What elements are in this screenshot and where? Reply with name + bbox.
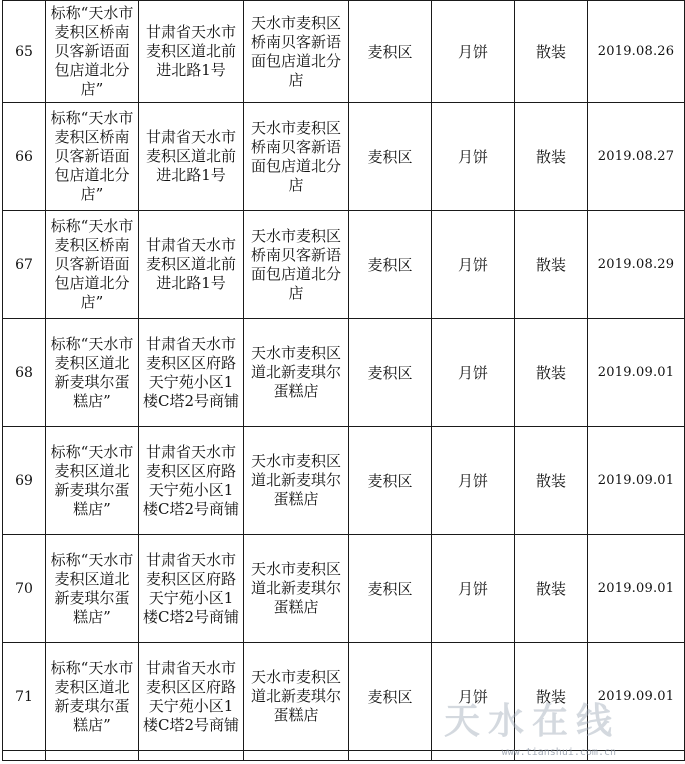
row-number: 71 — [3, 643, 46, 751]
district: 麦积区 — [349, 211, 432, 319]
district: 麦积区 — [349, 1, 432, 103]
food-name: 月饼 — [432, 643, 515, 751]
district: 麦积区 — [349, 103, 432, 211]
table-row — [3, 1, 685, 103]
watermark-logo: 天水在线 — [443, 701, 620, 742]
sampled-unit: 天水市麦积区道北新麦琪尔蛋糕店 — [244, 427, 349, 535]
table-body — [3, 1, 685, 761]
row-number: 67 — [3, 211, 46, 319]
food-name: 月饼 — [432, 1, 515, 103]
labeled-producer: 标称“天水市麦积区桥南贝客新语面包店道北分店” — [46, 103, 139, 211]
sampled-unit: 天水市麦积区桥南贝客新语面包店道北分店 — [244, 103, 349, 211]
sampled-unit: 天水市麦积区道北新麦琪尔蛋糕店 — [244, 319, 349, 427]
food-name: 月饼 — [432, 319, 515, 427]
district: 麦积区 — [349, 643, 432, 751]
table-row — [3, 103, 685, 211]
sampled-unit: 天水市麦积区道北新麦琪尔蛋糕店 — [244, 643, 349, 751]
package-type: 散装 — [515, 103, 588, 211]
producer-address: 甘肃省天水市麦积区区府路天宁苑小区1楼C塔2号商铺 — [139, 319, 244, 427]
row-number: 66 — [3, 103, 46, 211]
row-number: 69 — [3, 427, 46, 535]
sampled-unit: 天水市麦积区桥南贝客新语面包店道北分店 — [244, 211, 349, 319]
food-name: 月饼 — [432, 535, 515, 643]
labeled-producer: 标称“天水市麦积区道北新麦琪尔蛋糕店” — [46, 427, 139, 535]
package-type: 散装 — [515, 427, 588, 535]
producer-address: 甘肃省天水市麦积区区府路天宁苑小区1楼C塔2号商铺 — [139, 427, 244, 535]
package-type: 散装 — [515, 643, 588, 751]
row-number: 70 — [3, 535, 46, 643]
table-row — [3, 535, 685, 643]
table-row — [3, 427, 685, 535]
package-type: 散装 — [515, 319, 588, 427]
production-date: 2019.09.01 — [588, 535, 685, 643]
production-date: 2019.08.26 — [588, 1, 685, 103]
production-date: 2019.09.01 — [588, 643, 685, 751]
production-date: 2019.08.27 — [588, 103, 685, 211]
production-date: 2019.08.29 — [588, 211, 685, 319]
producer-address: 甘肃省天水市麦积区道北前进北路1号 — [139, 1, 244, 103]
labeled-producer: 标称“天水市麦积区道北新麦琪尔蛋糕店” — [46, 319, 139, 427]
package-type: 散装 — [515, 211, 588, 319]
watermark-url: www.tianshui.com.cn — [501, 747, 616, 758]
package-type: 散装 — [515, 1, 588, 103]
table-row — [3, 211, 685, 319]
labeled-producer: 标称“天水市麦积区道北新麦琪尔蛋糕店” — [46, 535, 139, 643]
producer-address: 甘肃省天水市麦积区道北前进北路1号 — [139, 103, 244, 211]
inspection-table — [2, 0, 685, 761]
labeled-producer: 标称“天水市麦积区桥南贝客新语面包店道北分店” — [46, 1, 139, 103]
food-name: 月饼 — [432, 427, 515, 535]
district: 麦积区 — [349, 427, 432, 535]
district: 麦积区 — [349, 535, 432, 643]
labeled-producer: 标称“天水市麦积区道北新麦琪尔蛋糕店” — [46, 643, 139, 751]
sampled-unit: 天水市麦积区道北新麦琪尔蛋糕店 — [244, 535, 349, 643]
sampled-unit: 天水市麦积区桥南贝客新语面包店道北分店 — [244, 1, 349, 103]
package-type: 散装 — [515, 535, 588, 643]
row-number: 68 — [3, 319, 46, 427]
producer-address: 甘肃省天水市麦积区区府路天宁苑小区1楼C塔2号商铺 — [139, 535, 244, 643]
producer-address: 甘肃省天水市麦积区区府路天宁苑小区1楼C塔2号商铺 — [139, 643, 244, 751]
district: 麦积区 — [349, 319, 432, 427]
food-name: 月饼 — [432, 103, 515, 211]
labeled-producer: 标称“天水市麦积区桥南贝客新语面包店道北分店” — [46, 211, 139, 319]
row-number: 65 — [3, 1, 46, 103]
production-date: 2019.09.01 — [588, 319, 685, 427]
production-date: 2019.09.01 — [588, 427, 685, 535]
food-name: 月饼 — [432, 211, 515, 319]
producer-address: 甘肃省天水市麦积区道北前进北路1号 — [139, 211, 244, 319]
table-row — [3, 319, 685, 427]
